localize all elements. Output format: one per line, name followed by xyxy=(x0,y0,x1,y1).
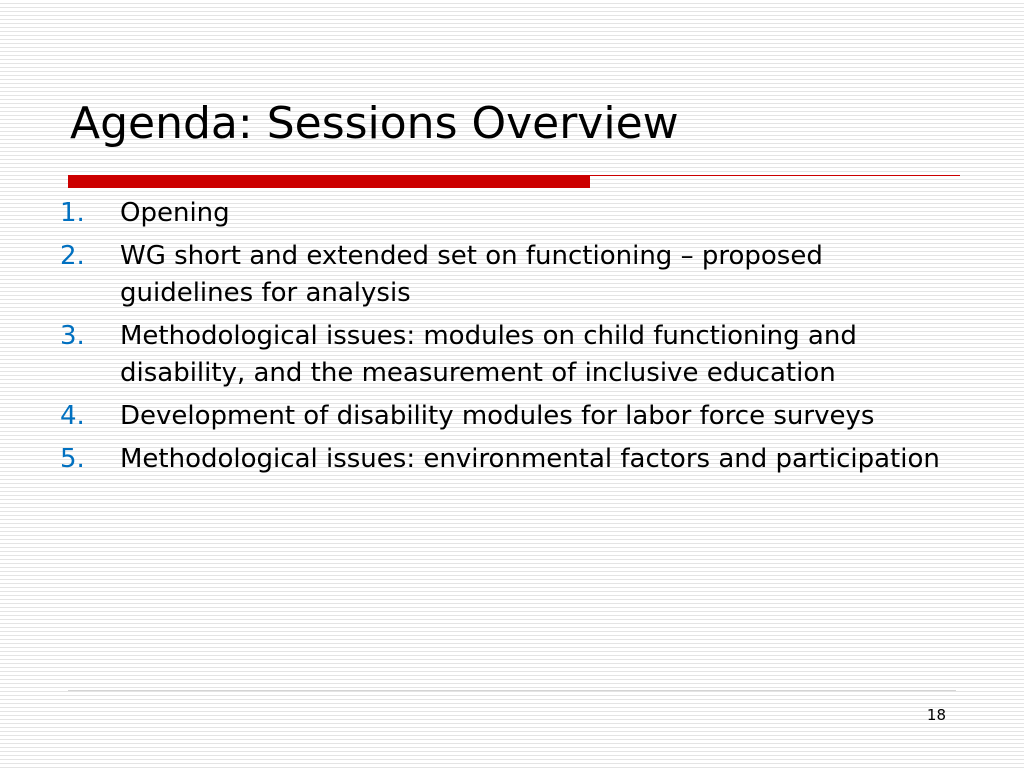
agenda-item-number: 1. xyxy=(60,198,85,228)
agenda-item-number: 4. xyxy=(60,401,85,431)
footer-divider xyxy=(68,690,956,691)
agenda-item xyxy=(60,318,960,392)
agenda-item-number: 3. xyxy=(60,321,85,351)
agenda-item-text: Methodological issues: modules on child functioning and disability, and the measurement of inclusive education xyxy=(120,321,857,388)
agenda-item-text: Methodological issues: environmental factors and participation xyxy=(120,444,940,474)
agenda-item-text: WG short and extended set on functioning – proposed guidelines for analysis xyxy=(120,241,823,308)
title-underline-thin xyxy=(590,175,960,176)
agenda-list xyxy=(60,195,960,484)
agenda-item xyxy=(60,398,960,435)
agenda-item xyxy=(60,195,960,232)
agenda-item-number: 2. xyxy=(60,241,85,271)
agenda-item-text: Development of disability modules for labor force surveys xyxy=(120,401,875,431)
page-number: 18 xyxy=(926,706,946,724)
agenda-item-text: Opening xyxy=(120,198,230,228)
title-underline-thick xyxy=(68,175,590,188)
agenda-item xyxy=(60,441,960,478)
agenda-item xyxy=(60,238,960,312)
slide-title: Agenda: Sessions Overview xyxy=(70,98,679,149)
agenda-item-number: 5. xyxy=(60,444,85,474)
